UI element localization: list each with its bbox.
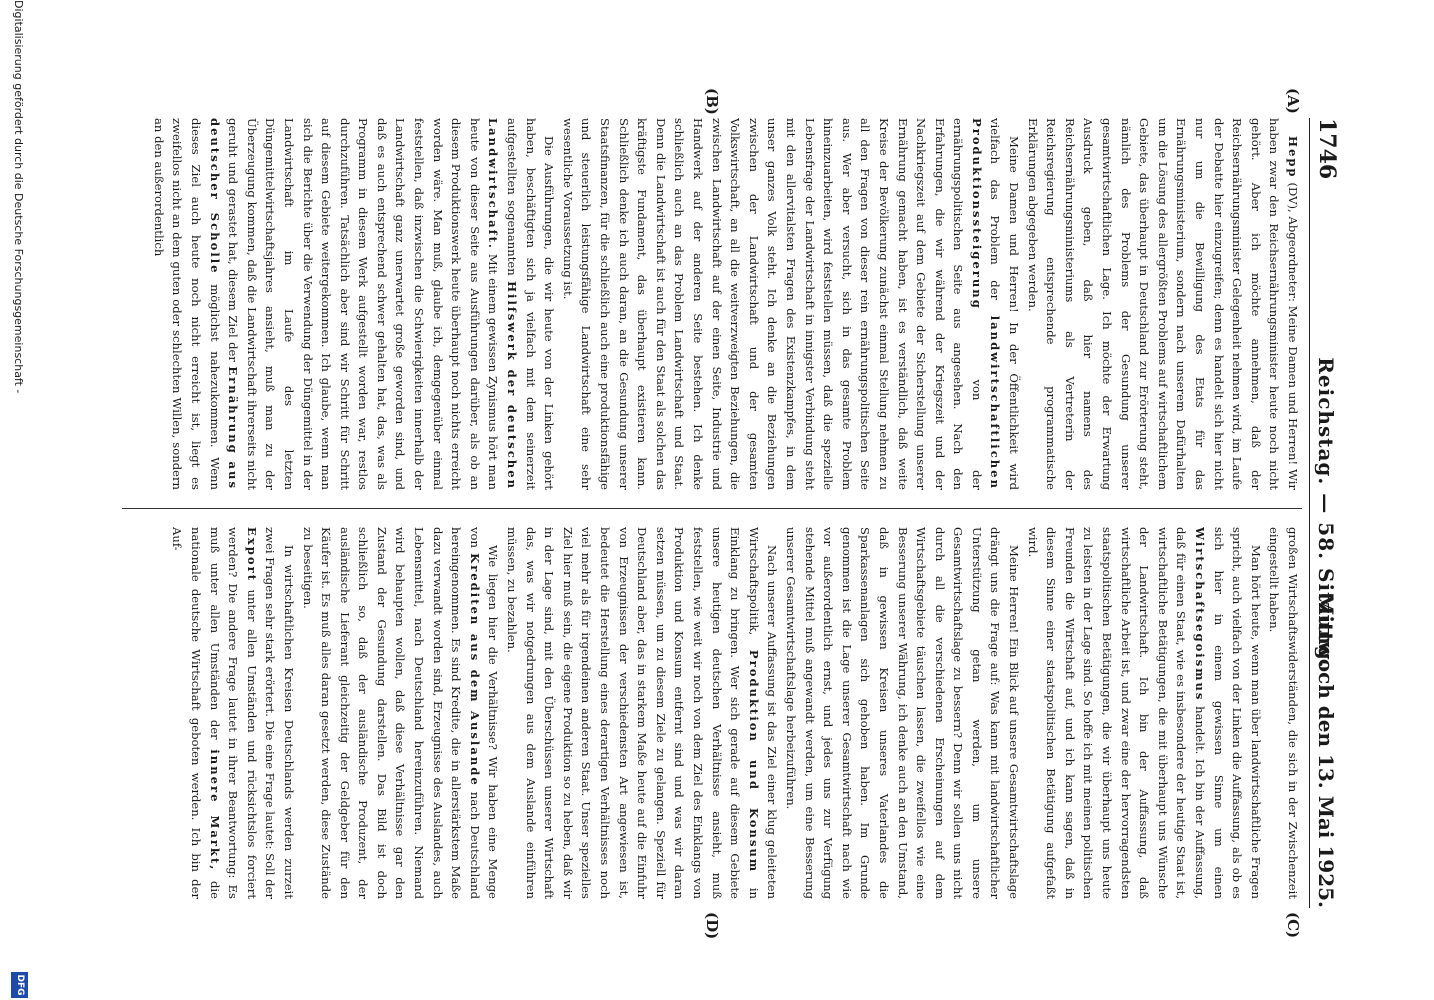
page-header (1309, 118, 1342, 908)
paragraph-text: Mit einem gewissen Zynismus hört man heute von dieser Seite aus Ausführungen darüber, als ob an diesem Produktionswerk heute überhaupt noch nichts erreicht worden wäre. Man muß, glaube ich, demgegenüber einmal feststellen, daß inzwischen die Schwierigkeiten innerhalb der Landwirtschaft ganz unerwartet große geworden sind, und daß es auch entsprechend schwer gehalten hat, das, was als Programm in diesem Werk aufgestellt worden war, restlos durchzuführen. Tatsächlich aber sind wir Schritt für Schritt auf diesem Gebiete weitergekommen. Ich glaube, wenn man sich die Berichte über die Verwendung der Düngemittel in der Landwirtschaft im Laufe des letzten Düngemittelwirtschaftsjahres ansieht, muß man zu der Überzeugung kommen, daß die Landwirtschaft ihrerseits nicht geruht und gerastet hat, diesem Ziel der (226, 118, 501, 490)
paragraph (1265, 527, 1302, 899)
emphasis-text: Hilfswerk der deutschen Landwirtschaft. (486, 118, 520, 490)
emphasis-text: innere Markt, (207, 749, 222, 872)
emphasis-text: Wirtschaftsegoismus (1193, 527, 1208, 702)
paragraph-text: in Einklang zu bringen. Wer sich gerade auf diesem Gebiete unsere heutigen deutschen Verhältnisse ansieht, muß feststellen, wie weit wir noch von dem Ziel des Einklangs von Produktion und Konsum entfernt sind und was wir daran setzen müssen, um zu diesem Ziele zu gelangen. Speziell für Deutschland aber, das in starkem Maße heute auf die Einfuhr von Erzeugnissen der verschiedensten Art angewiesen ist, bedeutet die Herstellung eines derartigen Verhältnisses noch viel mehr als für irgendeinen anderen Staat. Unser spezielles Ziel hier muß sein, die eigene Produktion so zu heben, daß wir in der Lage sind, mit den Überschüssen unserer Wirtschaft das, was wir notgedrungen aus dem Auslande einführen müssen, zu bezahlen. (505, 527, 761, 899)
emphasis-text: Export (244, 527, 259, 583)
paragraph (149, 118, 558, 490)
paragraph (1023, 527, 1265, 899)
emphasis-text: Krediten aus dem Auslande (467, 553, 482, 787)
margin-marker-d: (D) (703, 912, 721, 940)
paragraph (558, 118, 1023, 490)
session-date: Mittwoch den 13. Mai 1925. (1314, 593, 1338, 908)
paragraph-text: die nationale deutsche Wirtschaft geboten werden. Ich bin der Auf- (170, 527, 222, 899)
emphasis-text: Ernährung aus deutscher Scholle (207, 118, 241, 490)
emphasis-text: landwirtschaftlichen Produktionssteigerung (969, 118, 1003, 490)
paragraph-text: (DV), Abgeordneter: Meine Damen und Herren! Wir haben zwar den Reichsernährungsminister heute noch nicht gehört. Aber ich möchte annehmen, daß der Reichsernährungsminister Gelegenheit nehmen wird, im Laufe der Debatte hier einzugreifen; denn es handelt sich hier nicht nur um die Bewilligung des Etats für das Ernährungsministerium, sondern nach unserem Dafürhalten um die Lösung des allergrößten Problems auf wirtschaftlichem Gebiete, das überhaupt in Deutschland zur Erörterung steht, nämlich des Problems der Gesundung unserer gesamtwirtschaftlichen Lage. Ich möchte der Erwartung Ausdruck geben, daß hier namens des Reichsernährungsministeriums als Vertreterin der Reichsregierung entsprechende programmatische Erklärungen abgegeben werden. (1025, 118, 1300, 490)
page-number: 1746 (1314, 118, 1340, 180)
digitization-credit: Digitalisierung gefördert durch die Deutsche Forschungsgemeinschaft - (12, 0, 25, 394)
left-text-column (122, 118, 1302, 490)
paragraph-text: Nach unserer Auffassung ist das Ziel einer klug geleiteten Wirtschaftspolitik, (746, 527, 780, 899)
paragraph-text: großen Wirtschaftswiderständen, die sich in der Zwischenzeit eingestellt haben. (1267, 527, 1300, 899)
paragraph-text: In wirtschaftlichen Kreisen Deutschlands werden zurzeit zwei Fragen sehr stark erörtert. Die eine Frage lautet: Soll der (263, 527, 296, 899)
paragraph-text: Meine Herren! Ein Blick auf unsere Gesamtwirtschaftslage drängt uns die Frage auf: Was kann mit landwirtschaftlicher Unterstützung getan werden, um unsere Gesamtwirtschaftslage zu bessern? Denn wir sollen uns nicht durch all die verschiedenen Erscheinungen auf dem Wirtschaftsgebiete täuschen lassen, die zweifellos wie eine Besserung unserer Währung, ich denke auch an den Umstand, daß in gewissen Kreisen unseres Vaterlandes die Sparkassenanlagen sich gehoben haben. Im Grunde genommen ist die Lage unserer Gesamtwirtschaft nach wie vor außerordentlich ernst, und jedes uns zur Verfügung stehende Mittel muß angewandt werden, um eine Besserung unserer Gesamtwirtschaftslage herbeizuführen. (783, 527, 1022, 899)
margin-marker-a: (A) (1284, 88, 1302, 114)
paragraph-text: von der ernährungspolitischen Seite aus angesehen. Nach den Erfahrungen, die wir während der Kriegszeit und der Nachkriegszeit auf dem Gebiete der Sicherstellung unserer Ernährung gemacht haben, ist es verständlich, daß weite Kreise der Bevölkerung zunächst einmal Stellung nehmen zu all den Fragen von dieser rein ernährungspolitischen Seite aus. Wer aber versucht, sich in das gesamte Problem hineinzuarbeiten, wird feststellen müssen, daß die spezielle Lebensfrage der Landwirtschaft in innigster Verbindung steht mit den allervitalsten Fragen des Existenzkampfes, in dem unser ganzes Volk steht. Ich denke an die Beziehungen zwischen der Landwirtschaft und der gesamten Volkswirtschaft, an all die weitverzweigten Beziehungen, die zwischen Landwirtschaft auf der einen Seite, Industrie und Handwerk auf der anderen Seite bestehen. Ich denke schließlich auch an das Problem Landwirtschaft und Staat. Denn die Landwirtschaft ist auch für den Staat als solchen das kräftigste Fundament, das überhaupt existieren kann. Schließlich denke ich auch daran, an die Gesundung unserer Staatsfinanzen, für die schließlich auch eine produktionsfähige und steuerlich leistungsfähige Landwirtschaft eine sehr wesentliche Voraussetzung ist. (560, 118, 984, 490)
dfg-logo: DFG (11, 972, 28, 998)
margin-marker-b: (B) (703, 88, 721, 115)
paragraph-text: Man hört heute, wenn man über landwirtschaftliche Fragen spricht, auch vielfach von der Linken die Auffassung, als ob es sich hier in einem gewissen Sinne um einen (1211, 527, 1263, 899)
right-text-column (122, 527, 1302, 899)
paragraph-text: handelt. Ich bin der Auffassung, daß für einen Staat, wie es insbesondere der heutige Staat ist, wirtschaftliche Betätigungen, die mit überhaupt uns Wünsche der Landwirtschaft. Ich bin der Auffassung, daß wirtschaftliche Arbeit ist, und zwar eine der hervorragendsten staatspolitischen Betätigungen, die wir überhaupt uns heute zu leisten in der Lage sind. So hoffe ich mit meinen politischen Freunden die Wirtschaft auf, und ich kann sagen, daß in diesem Sinne einer staatspolitischen Betätigung aufgefaßt wird. (1025, 527, 1208, 899)
paragraph-text: Wie liegen hier die Verhältnisse? Wir haben eine Menge von (467, 527, 501, 899)
paragraph-text: unter allen Umständen und rücksichtslos forciert werden? Die andere Frage lautet in ihrer Beantwortung: Es muß unter allen Umständen der (207, 527, 259, 899)
paragraph-text: Meine Damen und Herren! In der Öffentlichkeit wird vielfach das Problem der (988, 118, 1022, 490)
paragraph (298, 527, 503, 899)
page-footer (6, 0, 30, 1000)
emphasis-text: Produktion und Konsum (746, 649, 761, 874)
margin-marker-c: (C) (1284, 912, 1302, 939)
paragraph (781, 527, 1023, 899)
paragraph-text: möglichst nahezukommen. Wenn dieses Ziel auch heute noch nicht erreicht ist, liegt es zweifellos nicht an dem guten oder schlechten Willen, sondern an den außerordentlich (151, 118, 222, 490)
speaker-name: Hepp (1286, 136, 1300, 179)
paragraph-text: nach Deutschland hereingenommen. Es sind Kredite, die in allerstärkstem Maße dazu verwandt worden sind, Erzeugnisse des Auslandes, auch Lebensmittel, nach Deutschland hereinzuführen. Niemand wird behaupten wollen, daß diese Verhältnisse gar den Zustand der Gesundung darstellen. Das Bild ist doch schließlich so, daß der ausländische Produzent, der ausländische Lieferant gleichzeitig der Geldgeber für den Käufer ist. Es muß alles daran gesetzt werden, diese Zustände zu beseitigen. (300, 527, 482, 899)
column-divider (122, 508, 1302, 509)
paragraph (1023, 118, 1302, 490)
paragraph (168, 527, 298, 899)
paragraph-text: Die Ausführungen, die wir heute von der Linken gehört haben, beschäftigten sich ja vielfach mit dem seinerzeit aufgestellten sogenannten (505, 118, 557, 490)
paragraph (502, 527, 781, 899)
page-title: Reichstag. — 58. Sitzung. (1314, 357, 1338, 669)
